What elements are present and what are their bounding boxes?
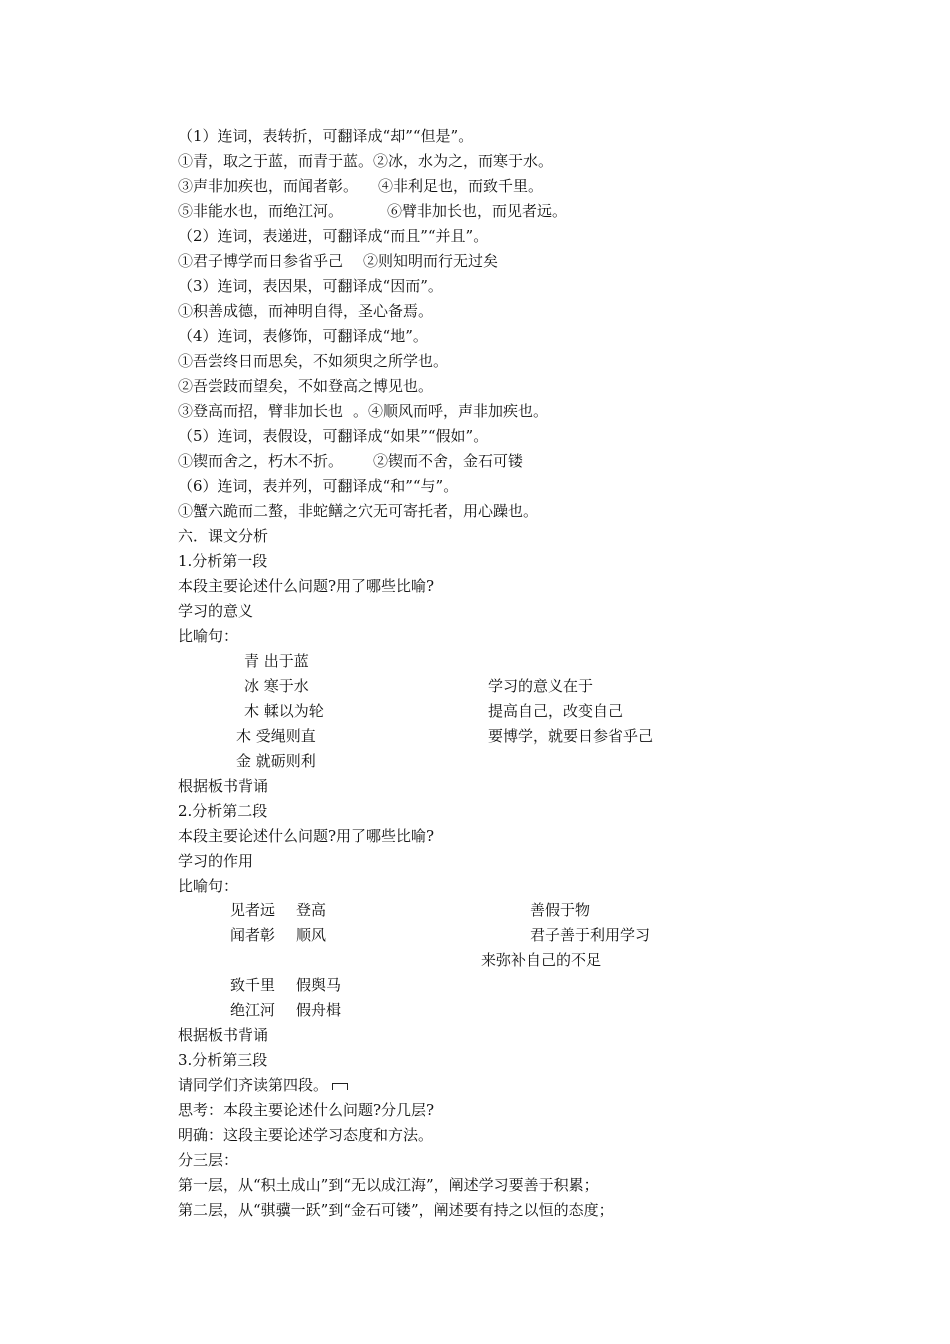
paragraph-1-title: 1.分析第一段 — [178, 552, 268, 570]
usage-hypothetical-heading: （5）连词，表假设，可翻译成“如果”“假如”。 — [178, 427, 489, 445]
usage-modifier-example-3 — [178, 401, 548, 421]
usage-modifier-heading: （4）连词，表修饰，可翻译成“地”。 — [178, 327, 428, 345]
summary-line: 君子善于利用学习 — [530, 926, 651, 944]
summary-line: 来弥补自己的不足 — [481, 951, 602, 969]
paragraph-3-clarify: 明确：这段主要论述学习态度和方法。 — [178, 1126, 434, 1144]
paragraph-3-title: 3.分析第三段 — [178, 1051, 268, 1069]
metaphor-item: 致千里 — [230, 976, 276, 994]
usage-turn-example-3 — [178, 201, 567, 221]
paragraph-3-layer-1: 第一层，从“积土成山”到“无以成江海”，阐述学习要善于积累； — [178, 1176, 599, 1194]
usage-modifier-example-2: ②吾尝跂而望矣，不如登高之博见也。 — [178, 377, 434, 395]
usage-progressive-example-1 — [178, 251, 498, 271]
summary-line: 提高自己，改变自己 — [488, 702, 624, 720]
metaphor-item: 见者远 — [230, 901, 276, 919]
paragraph-1-recite: 根据板书背诵 — [178, 777, 269, 795]
usage-causal-example-1: ①积善成德，而神明自得，圣心备焉。 — [178, 302, 434, 320]
metaphor-item: 假舆马 — [296, 976, 342, 994]
example-text: ①锲而舍之，朽木不折。 — [178, 452, 344, 470]
summary-line: 要博学，就要日参省乎己 — [488, 727, 654, 745]
paragraph-1-question: 本段主要论述什么问题?用了哪些比喻? — [178, 577, 435, 595]
example-text: 。④顺风而呼，声非加疾也。 — [353, 402, 549, 420]
paragraph-3-layers: 分三层： — [178, 1151, 239, 1169]
metaphor-item: 青 出于蓝 — [244, 652, 309, 670]
summary-line: 学习的意义在于 — [488, 677, 594, 695]
metaphor-item: 金 就砺则利 — [236, 752, 316, 770]
usage-progressive-heading: （2）连词，表递进，可翻译成“而且”“并且”。 — [178, 227, 489, 245]
example-text: ④非利足也，而致千里。 — [378, 177, 544, 195]
paragraph-1-metaphor-label: 比喻句： — [178, 627, 239, 645]
paragraph-2-answer: 学习的作用 — [178, 852, 254, 870]
summary-line: 善假于物 — [530, 901, 591, 919]
example-text: ⑥臂非加长也，而见者远。 — [387, 202, 568, 220]
paragraph-3-think: 思考：本段主要论述什么问题?分几层? — [178, 1101, 435, 1119]
usage-turn-heading: （1）连词，表转折，可翻译成“却”“但是”。 — [178, 127, 474, 145]
paragraph-3-read — [178, 1075, 348, 1095]
example-text: ②则知明而行无过矣 — [363, 252, 499, 270]
metaphor-item: 顺风 — [296, 926, 327, 944]
paragraph-2-metaphor-label: 比喻句： — [178, 877, 239, 895]
metaphor-item: 木 受绳则直 — [236, 727, 316, 745]
example-text: ③声非加疾也，而闻者彰。 — [178, 177, 359, 195]
metaphor-item: 闻者彰 — [230, 926, 276, 944]
usage-causal-heading: （3）连词，表因果，可翻译成“因而”。 — [178, 277, 443, 295]
example-text: ①君子博学而日参省乎己 — [178, 252, 344, 270]
usage-coordinate-example-1: ①蟹六跪而二螯，非蛇鳝之穴无可寄托者，用心躁也。 — [178, 502, 539, 520]
paragraph-1-answer: 学习的意义 — [178, 602, 254, 620]
usage-turn-example-1: ①青，取之于蓝，而青于蓝。②冰，水为之，而寒于水。 — [178, 152, 554, 170]
metaphor-item: 绝江河 — [230, 1001, 276, 1019]
usage-hypothetical-example-1 — [178, 451, 523, 471]
metaphor-item: 冰 寒于水 — [244, 677, 309, 695]
usage-modifier-example-1: ①吾尝终日而思矣，不如须臾之所学也。 — [178, 352, 449, 370]
paragraph-2-recite: 根据板书背诵 — [178, 1026, 269, 1044]
usage-coordinate-heading: （6）连词，表并列，可翻译成“和”“与”。 — [178, 477, 459, 495]
bracket-mark-icon — [332, 1083, 348, 1090]
metaphor-item: 登高 — [296, 901, 327, 919]
metaphor-item: 木 輮以为轮 — [244, 702, 324, 720]
example-text: ②锲而不舍，金石可镂 — [373, 452, 524, 470]
read-text: 请同学们齐读第四段。 — [178, 1076, 329, 1094]
paragraph-2-title: 2.分析第二段 — [178, 802, 268, 820]
example-text: ⑤非能水也，而绝江河。 — [178, 202, 344, 220]
usage-turn-example-2 — [178, 176, 543, 196]
paragraph-2-question: 本段主要论述什么问题?用了哪些比喻? — [178, 827, 435, 845]
example-text: ③登高而招，臂非加长也 — [178, 402, 344, 420]
section-title: 六．课文分析 — [178, 527, 269, 545]
paragraph-3-layer-2: 第二层，从“骐骥一跃”到“金石可镂”，阐述要有持之以恒的态度； — [178, 1201, 614, 1219]
metaphor-item: 假舟楫 — [296, 1001, 342, 1019]
